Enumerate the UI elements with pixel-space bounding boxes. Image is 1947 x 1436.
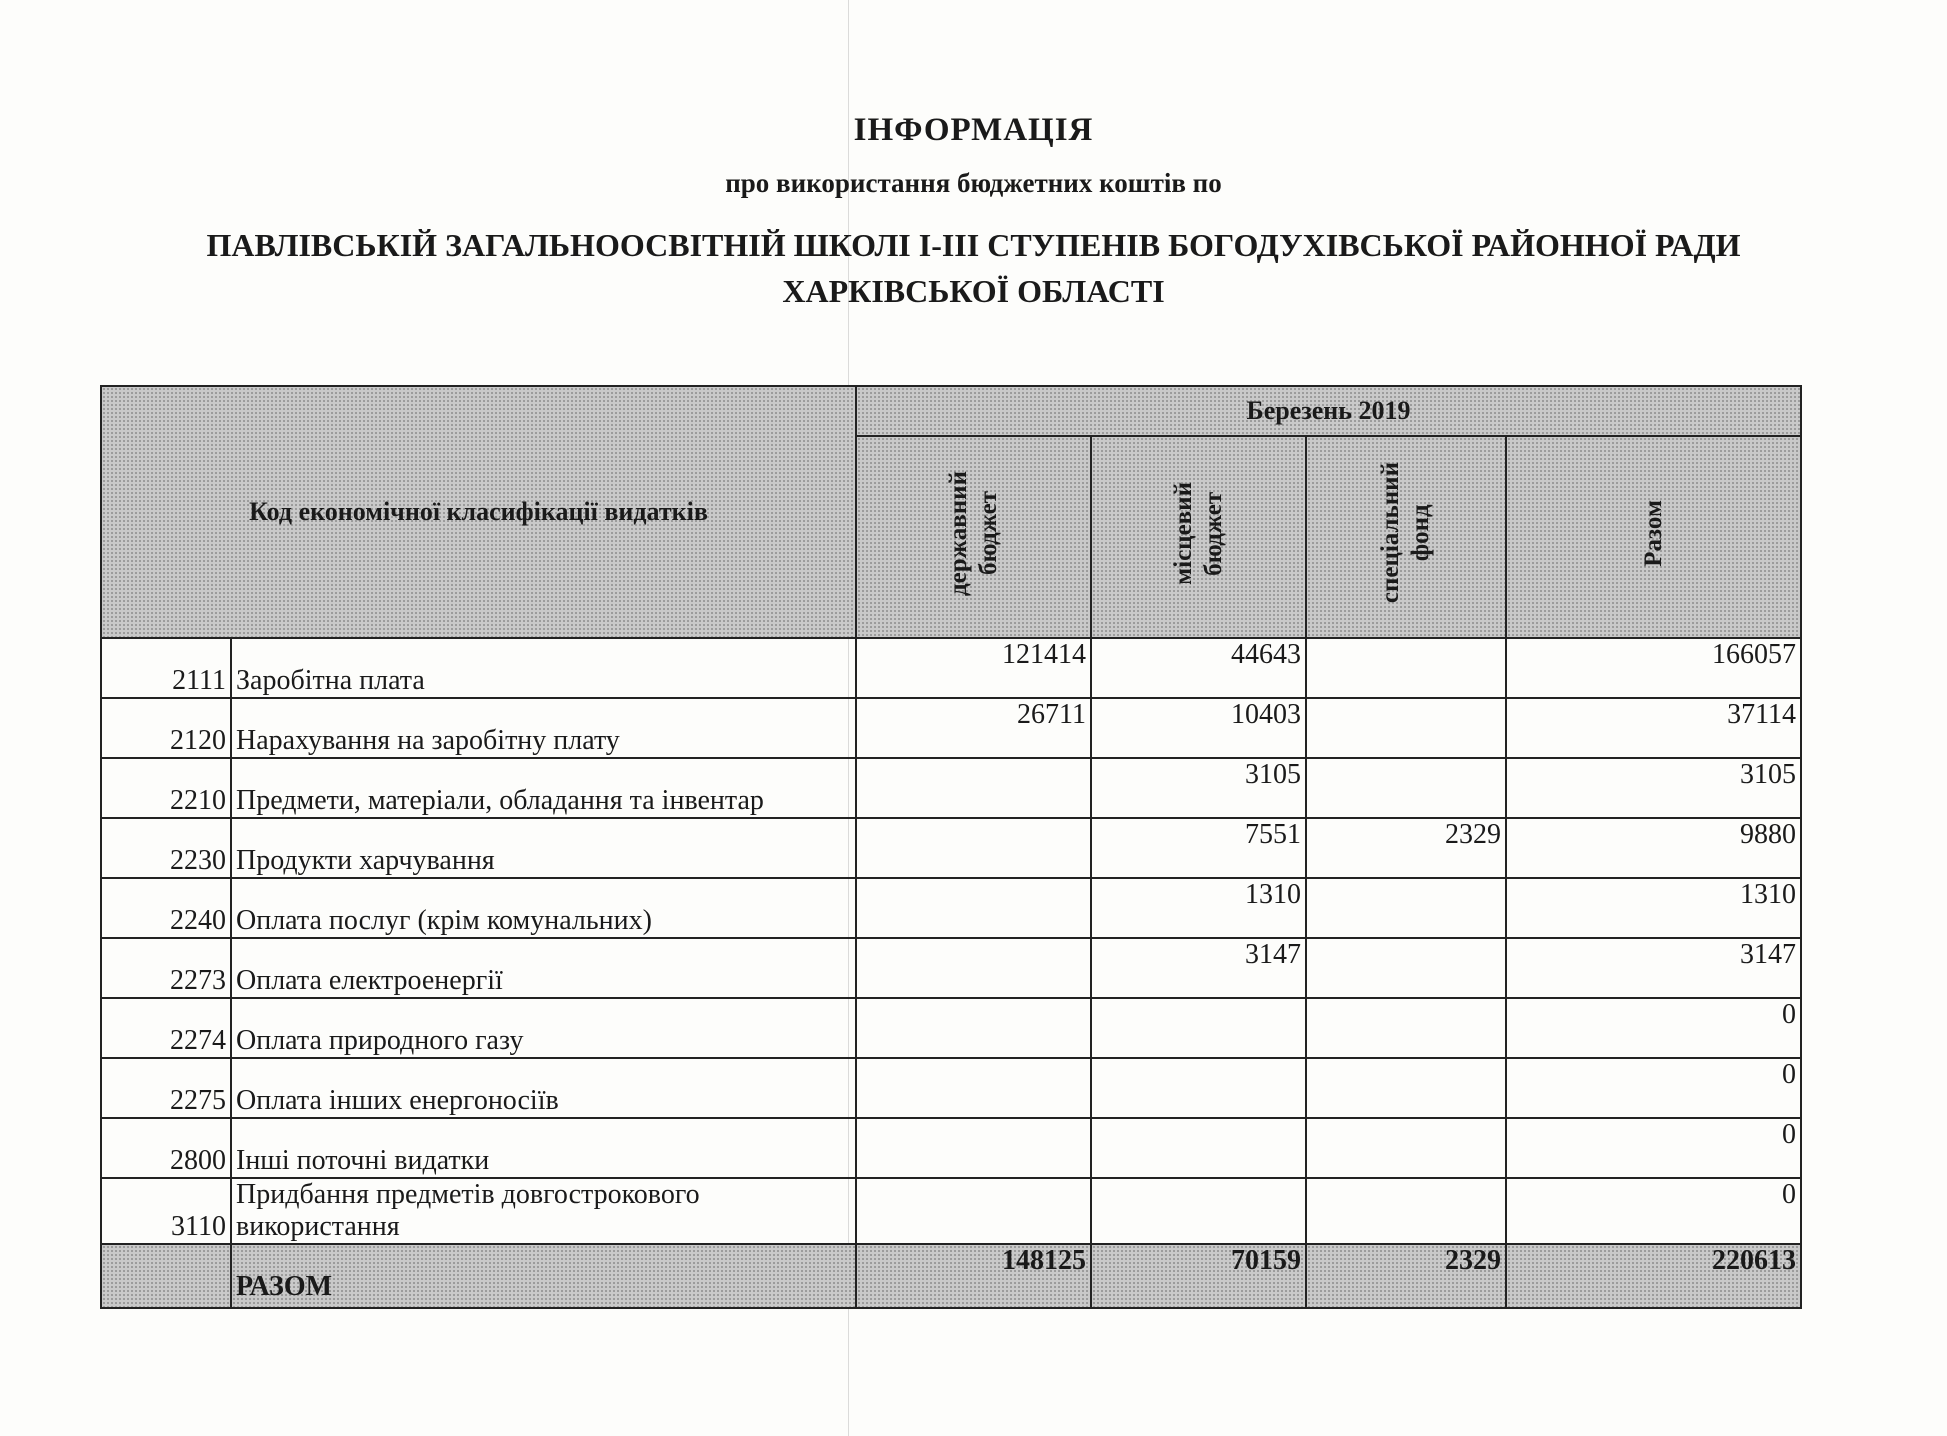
column-header-local-budget: місцевий бюджет: [1091, 436, 1306, 638]
row-code: 2800: [101, 1118, 231, 1178]
row-total: 0: [1506, 1118, 1801, 1178]
classification-header: Код економічної класифікації видатків: [101, 386, 856, 638]
row-name: Продукти харчування: [231, 818, 856, 878]
row-state-budget: 26711: [856, 698, 1091, 758]
table-row: [101, 1058, 1801, 1118]
row-state-budget: [856, 938, 1091, 998]
total-code-cell: [101, 1244, 231, 1308]
document-subtitle: про використання бюджетних коштів по: [725, 168, 1222, 198]
row-local-budget: 3147: [1091, 938, 1306, 998]
row-special-fund: [1306, 1118, 1506, 1178]
column-header-total: Разом: [1506, 436, 1801, 638]
row-code: 2111: [101, 638, 231, 698]
table-row: [101, 938, 1801, 998]
row-special-fund: [1306, 878, 1506, 938]
row-special-fund: [1306, 638, 1506, 698]
row-state-budget: 121414: [856, 638, 1091, 698]
total-local-budget: 70159: [1091, 1244, 1306, 1308]
total-label: РАЗОМ: [231, 1244, 856, 1308]
table-row: [101, 1178, 1801, 1244]
row-special-fund: [1306, 938, 1506, 998]
row-special-fund: [1306, 998, 1506, 1058]
table-row: [101, 878, 1801, 938]
row-total: 0: [1506, 998, 1801, 1058]
row-state-budget: [856, 1058, 1091, 1118]
document-title: ІНФОРМАЦІЯ: [853, 112, 1094, 148]
row-code: 2274: [101, 998, 231, 1058]
row-name: Придбання предметів довгострокового використання: [231, 1178, 856, 1244]
row-local-budget: 3105: [1091, 758, 1306, 818]
row-code: 2275: [101, 1058, 231, 1118]
row-special-fund: 2329: [1306, 818, 1506, 878]
row-code: 2210: [101, 758, 231, 818]
row-state-budget: [856, 758, 1091, 818]
row-local-budget: 44643: [1091, 638, 1306, 698]
row-local-budget: [1091, 1178, 1306, 1244]
row-state-budget: [856, 1118, 1091, 1178]
row-code: 2240: [101, 878, 231, 938]
row-code: 2230: [101, 818, 231, 878]
row-total: 37114: [1506, 698, 1801, 758]
row-local-budget: 7551: [1091, 818, 1306, 878]
row-local-budget: [1091, 1058, 1306, 1118]
period-header: Березень 2019: [856, 386, 1801, 436]
row-state-budget: [856, 1178, 1091, 1244]
total-sum: 220613: [1506, 1244, 1801, 1308]
row-name: Оплата послуг (крім комунальних): [231, 878, 856, 938]
row-local-budget: [1091, 1118, 1306, 1178]
table-row: [101, 1118, 1801, 1178]
row-code: 2120: [101, 698, 231, 758]
table-row: [101, 638, 1801, 698]
row-total: 9880: [1506, 818, 1801, 878]
column-header-special-fund: спеціальний фонд: [1306, 436, 1506, 638]
row-total: 166057: [1506, 638, 1801, 698]
institution-name: ПАВЛІВСЬКІЙ ЗАГАЛЬНООСВІТНІЙ ШКОЛІ І-ІІІ СТУПЕНІВ БОГОДУХІВСЬКОЇ РАЙОННОЇ РАДИ ХАРКІВСЬКОЇ ОБЛАСТІ: [206, 227, 1741, 309]
row-special-fund: [1306, 698, 1506, 758]
row-state-budget: [856, 998, 1091, 1058]
row-total: 3147: [1506, 938, 1801, 998]
total-row: [101, 1244, 1801, 1308]
row-state-budget: [856, 818, 1091, 878]
row-name: Предмети, матеріали, обладання та інвентар: [231, 758, 856, 818]
column-header-state-budget: державний бюджет: [856, 436, 1091, 638]
table-row: [101, 818, 1801, 878]
row-special-fund: [1306, 1178, 1506, 1244]
row-total: 3105: [1506, 758, 1801, 818]
row-total: 0: [1506, 1058, 1801, 1118]
row-name: Заробітна плата: [231, 638, 856, 698]
table-row: [101, 698, 1801, 758]
row-name: Оплата електроенергії: [231, 938, 856, 998]
row-name: Оплата природного газу: [231, 998, 856, 1058]
table-row: [101, 998, 1801, 1058]
row-special-fund: [1306, 758, 1506, 818]
row-code: 3110: [101, 1178, 231, 1244]
row-local-budget: 1310: [1091, 878, 1306, 938]
row-state-budget: [856, 878, 1091, 938]
row-name: Інші поточні видатки: [231, 1118, 856, 1178]
total-special-fund: 2329: [1306, 1244, 1506, 1308]
total-state-budget: 148125: [856, 1244, 1091, 1308]
row-code: 2273: [101, 938, 231, 998]
row-total: 1310: [1506, 878, 1801, 938]
row-special-fund: [1306, 1058, 1506, 1118]
row-name: Оплата інших енергоносіїв: [231, 1058, 856, 1118]
budget-table: [100, 385, 1802, 1309]
row-local-budget: 10403: [1091, 698, 1306, 758]
row-local-budget: [1091, 998, 1306, 1058]
row-total: 0: [1506, 1178, 1801, 1244]
row-name: Нарахування на заробітну плату: [231, 698, 856, 758]
table-row: [101, 758, 1801, 818]
